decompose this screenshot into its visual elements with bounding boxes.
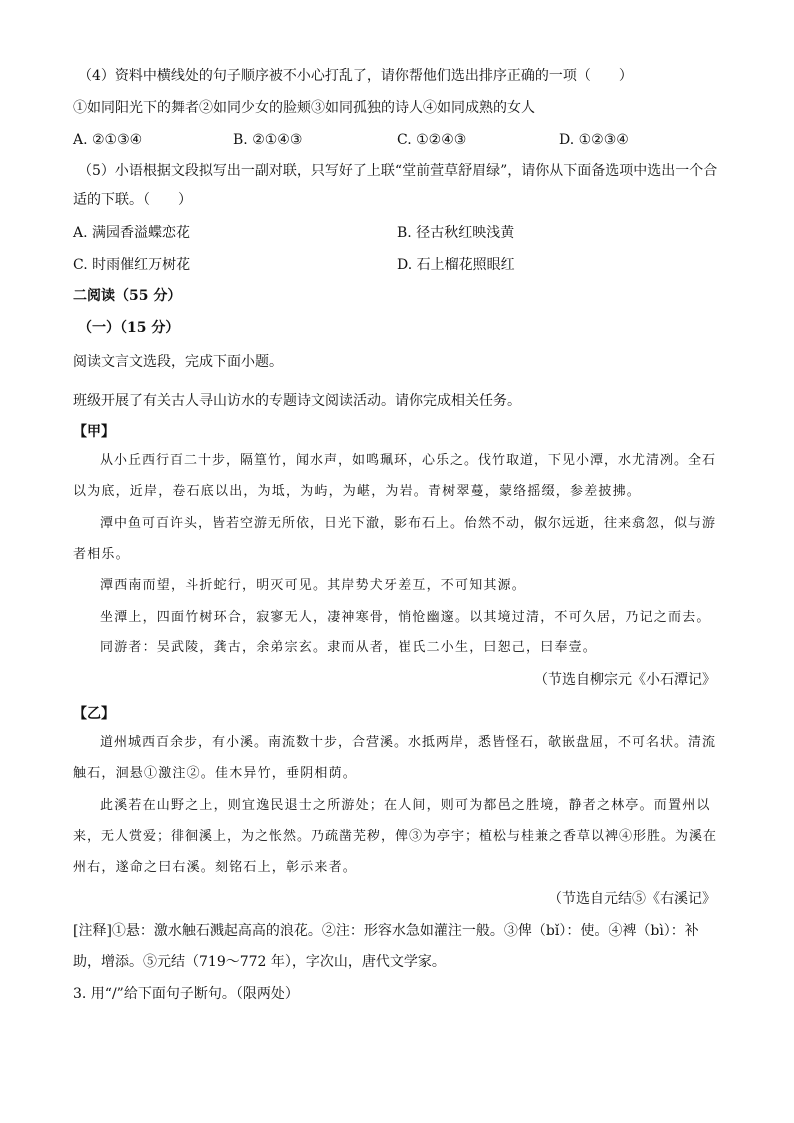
jia-label: 【甲】 [73,424,115,440]
question-3-stem: 3. 用“/”给下面句子断句。（限两处） [73,986,299,1002]
notes-line-2: 助，增添。⑤元结（719～772 年），字次山，唐代文学家。 [73,954,446,970]
yi-line: 触石，洄悬①激注②。佳木异竹，垂阴相荫。 [73,766,358,781]
q4-stem: （4）资料中横线处的句子顺序被不小心打乱了，请你帮他们选出排序正确的一项（ ） [78,68,633,84]
jia-line: 坐潭上，四面竹树环合，寂寥无人，凄神寒骨，悄怆幽邃。以其境过清，不可久居，乃记之而去。 [100,610,711,625]
jia-line: 者相乐。 [73,547,130,562]
q4-option-c: C. ①②④③ [397,132,467,148]
q4-option-d: D. ①②③④ [559,132,629,148]
jia-line: 从小丘西行百二十步，隔篁竹，闻水声，如鸣珮环，心乐之。伐竹取道，下见小潭，水尤清冽。全石 [100,453,717,468]
notes-line-1: [注释]①悬：激水触石溅起高高的浪花。②注：形容水急如灌注一般。③俾（bǐ）：使。④裨（bì）：补 [73,923,699,939]
yi-source: （节选自元结⑤《右溪记》 [548,891,716,907]
yi-label: 【乙】 [73,706,115,722]
part-title: （一）（15 分） [78,320,180,336]
jia-source: （节选自柳宗元《小石潭记》 [534,672,716,688]
section-title: 二阅读（55 分） [73,288,182,304]
yi-line: 此溪若在山野之上，则宜逸民退士之所游处；在人间，则可为都邑之胜境，静者之林亭。而置州以 [100,798,711,813]
q4-items: ①如同阳光下的舞者②如同少女的脸颊③如同孤独的诗人④如同成熟的女人 [73,100,535,116]
q5-option-b: B. 径古秋红映浅黄 [397,225,515,241]
q5-option-c: C. 时雨催红万树花 [73,257,191,273]
yi-line: 道州城西百余步，有小溪。南流数十步，合营溪。水抵两岸，悉皆怪石，欹嵌盘屈，不可名状。清流 [100,735,717,750]
jia-line: 潭中鱼可百许头，皆若空游无所依，日光下澈，影布石上。佁然不动，俶尔远逝，往来翕忽，似与游 [100,516,717,531]
q5-option-d: D. 石上榴花照眼红 [397,257,515,273]
intro-line-1: 阅读文言文选段，完成下面小题。 [73,354,283,370]
q5-stem-line1: （5）小语根据文段拟写出一副对联，只写好了上联“堂前萱草舒眉绿”，请你从下面备选项中选出一个合 [78,163,718,179]
jia-line: 潭西南而望，斗折蛇行，明灭可见。其岸势犬牙差互，不可知其源。 [100,578,527,593]
yi-line: 来，无人赏爱；徘徊溪上，为之怅然。乃疏凿芜秽，俾③为亭宇；植松与桂兼之香草以裨④形胜。为溪在 [73,829,718,844]
jia-line: 同游者：吴武陵，龚古，余弟宗玄。隶而从者，崔氏二小生，曰恕己，曰奉壹。 [100,640,598,655]
q5-stem-line2: 适的下联。（ ） [73,192,192,208]
q4-option-a: A. ②①③④ [73,132,143,148]
jia-line: 以为底，近岸，卷石底以出，为坻，为屿，为嵁，为岩。青树翠蔓，蒙络摇缀，参差披拂。 [73,484,642,499]
yi-line: 州右，遂命之曰右溪。刻铭石上，彰示来者。 [73,860,358,875]
q4-option-b: B. ②①④③ [233,132,303,148]
q5-option-a: A. 满园香溢蝶恋花 [73,225,191,241]
intro-line-2: 班级开展了有关古人寻山访水的专题诗文阅读活动。请你完成相关任务。 [73,393,521,409]
